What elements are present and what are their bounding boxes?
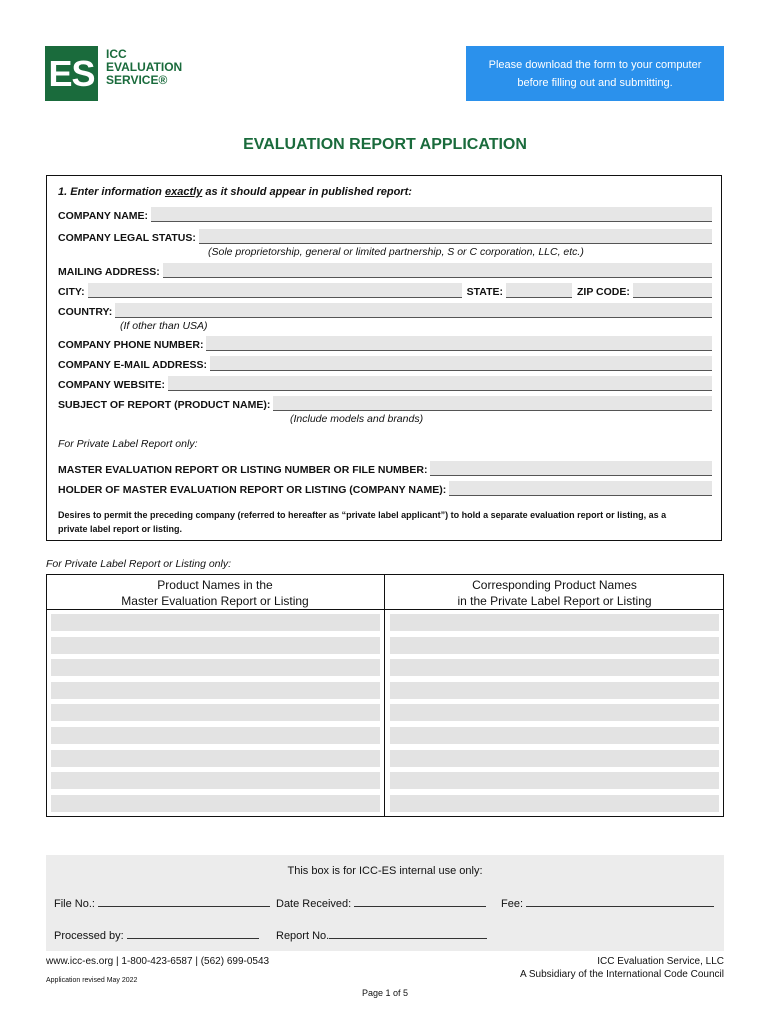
master-product-cell[interactable]: [51, 772, 380, 789]
heading-emphasis: exactly: [164, 186, 203, 198]
website-label: COMPANY WEBSITE:: [58, 379, 165, 391]
mailing-address-row: [58, 263, 712, 278]
master-number-row: [58, 461, 712, 476]
report-no-group: [276, 927, 487, 942]
country-row: [58, 303, 712, 318]
company-name-row: [58, 207, 712, 222]
header-line: in the Private Label Report or Listing: [457, 594, 652, 608]
logo-mark: ES: [45, 46, 98, 101]
private-product-cell[interactable]: [390, 772, 719, 789]
fee-group: [501, 895, 714, 910]
footer-company: ICC Evaluation Service, LLC: [597, 956, 724, 967]
private-product-cell[interactable]: [390, 750, 719, 767]
master-product-cell[interactable]: [51, 682, 380, 699]
private-label-caption: For Private Label Report or Listing only:: [46, 558, 232, 570]
email-label: COMPANY E-MAIL ADDRESS:: [58, 359, 207, 371]
city-label: CITY:: [58, 286, 85, 298]
website-field[interactable]: [168, 376, 712, 391]
column-header-private: [385, 577, 724, 609]
master-number-field[interactable]: [430, 461, 712, 476]
holder-label: HOLDER OF MASTER EVALUATION REPORT OR LISTING (COMPANY NAME):: [58, 484, 447, 496]
heading-text: 1. Enter information: [58, 186, 165, 198]
master-product-cell[interactable]: [51, 750, 380, 767]
phone-label: COMPANY PHONE NUMBER:: [58, 339, 204, 351]
country-field[interactable]: [115, 303, 712, 318]
private-product-cell[interactable]: [390, 637, 719, 654]
header-line: Master Evaluation Report or Listing: [121, 594, 309, 608]
footer-revised: Application revised May 2022: [46, 977, 138, 984]
master-product-cell[interactable]: [51, 637, 380, 654]
column-header-master: [46, 577, 384, 609]
notice-line: Please download the form to your computer: [488, 58, 702, 71]
subject-row: [58, 396, 712, 411]
file-no-field[interactable]: [98, 895, 270, 907]
processed-by-group: [54, 927, 259, 942]
header-line: Product Names in the: [157, 578, 273, 592]
fee-label: Fee:: [501, 898, 524, 910]
private-product-cell[interactable]: [390, 659, 719, 676]
download-notice: [466, 46, 724, 101]
date-received-label: Date Received:: [276, 898, 352, 910]
report-no-field[interactable]: [329, 927, 487, 939]
city-field[interactable]: [88, 283, 462, 298]
fee-field[interactable]: [526, 895, 714, 907]
date-received-group: [276, 895, 486, 910]
processed-by-field[interactable]: [127, 927, 259, 939]
master-number-label: MASTER EVALUATION REPORT OR LISTING NUMBER OR FILE NUMBER:: [58, 464, 428, 476]
email-field[interactable]: [210, 356, 712, 371]
legal-status-row: [58, 229, 712, 244]
company-name-label: COMPANY NAME:: [58, 210, 149, 222]
footer-subsidiary: A Subsidiary of the International Code Council: [519, 969, 724, 980]
company-name-field[interactable]: [151, 207, 712, 222]
phone-field[interactable]: [206, 336, 712, 351]
table-column-divider: [384, 574, 385, 817]
legal-status-field[interactable]: [199, 229, 712, 244]
private-product-cell[interactable]: [390, 704, 719, 721]
subject-field[interactable]: [273, 396, 712, 411]
notice-line: before filling out and submitting.: [517, 76, 673, 89]
zip-field[interactable]: [633, 283, 712, 298]
report-no-label: Report No.: [276, 930, 330, 942]
master-product-cell[interactable]: [51, 614, 380, 631]
header-line: Corresponding Product Names: [472, 578, 637, 592]
master-product-cell[interactable]: [51, 727, 380, 744]
private-product-cell[interactable]: [390, 682, 719, 699]
private-product-cell[interactable]: [390, 727, 719, 744]
subject-note: (Include models and brands): [290, 413, 424, 425]
page-title: EVALUATION REPORT APPLICATION: [243, 136, 527, 153]
processed-by-label: Processed by:: [54, 930, 124, 942]
heading-text: as it should appear in published report:: [202, 186, 412, 198]
holder-row: [58, 481, 712, 496]
subject-label: SUBJECT OF REPORT (PRODUCT NAME):: [58, 399, 271, 411]
logo-line: ICC: [106, 47, 127, 61]
table-header-divider: [46, 609, 724, 610]
footer-contact: www.icc-es.org | 1-800-423-6587 | (562) 699-0543: [46, 956, 270, 967]
master-product-cell[interactable]: [51, 659, 380, 676]
phone-row: [58, 336, 712, 351]
email-row: [58, 356, 712, 371]
country-note: (If other than USA): [120, 320, 208, 332]
legal-status-note: (Sole proprietorship, general or limited partnership, S or C corporation, LLC, etc.): [208, 246, 584, 258]
legal-status-label: COMPANY LEGAL STATUS:: [58, 232, 196, 244]
logo-line: SERVICE®: [106, 73, 168, 87]
date-received-field[interactable]: [354, 895, 486, 907]
page-number: Page 1 of 5: [361, 988, 409, 998]
website-row: [58, 376, 712, 391]
section-1-heading: [58, 186, 412, 198]
mailing-address-field[interactable]: [163, 263, 712, 278]
master-product-cell[interactable]: [51, 795, 380, 812]
city-row: [58, 283, 712, 298]
file-no-group: [54, 895, 270, 910]
file-no-label: File No.:: [54, 898, 95, 910]
private-product-cell[interactable]: [390, 614, 719, 631]
state-field[interactable]: [506, 283, 572, 298]
permission-statement: Desires to permit the preceding company (referred to hereafter as “private label applicant”) to hold a separate evaluation report or listing, as a private label report or listing.: [58, 510, 667, 534]
logo-line: EVALUATION: [106, 60, 183, 74]
internal-heading: This box is for ICC-ES internal use only:: [287, 865, 483, 877]
state-label: STATE:: [466, 286, 503, 298]
mailing-address-label: MAILING ADDRESS:: [58, 266, 160, 278]
country-label: COUNTRY:: [58, 306, 113, 318]
internal-use-box: [46, 855, 724, 951]
private-product-cell[interactable]: [390, 795, 719, 812]
zip-label: ZIP CODE:: [577, 286, 630, 298]
holder-field[interactable]: [449, 481, 712, 496]
logo-wordmark: [106, 48, 182, 87]
private-label-only-note: For Private Label Report only:: [58, 438, 198, 450]
master-product-cell[interactable]: [51, 704, 380, 721]
